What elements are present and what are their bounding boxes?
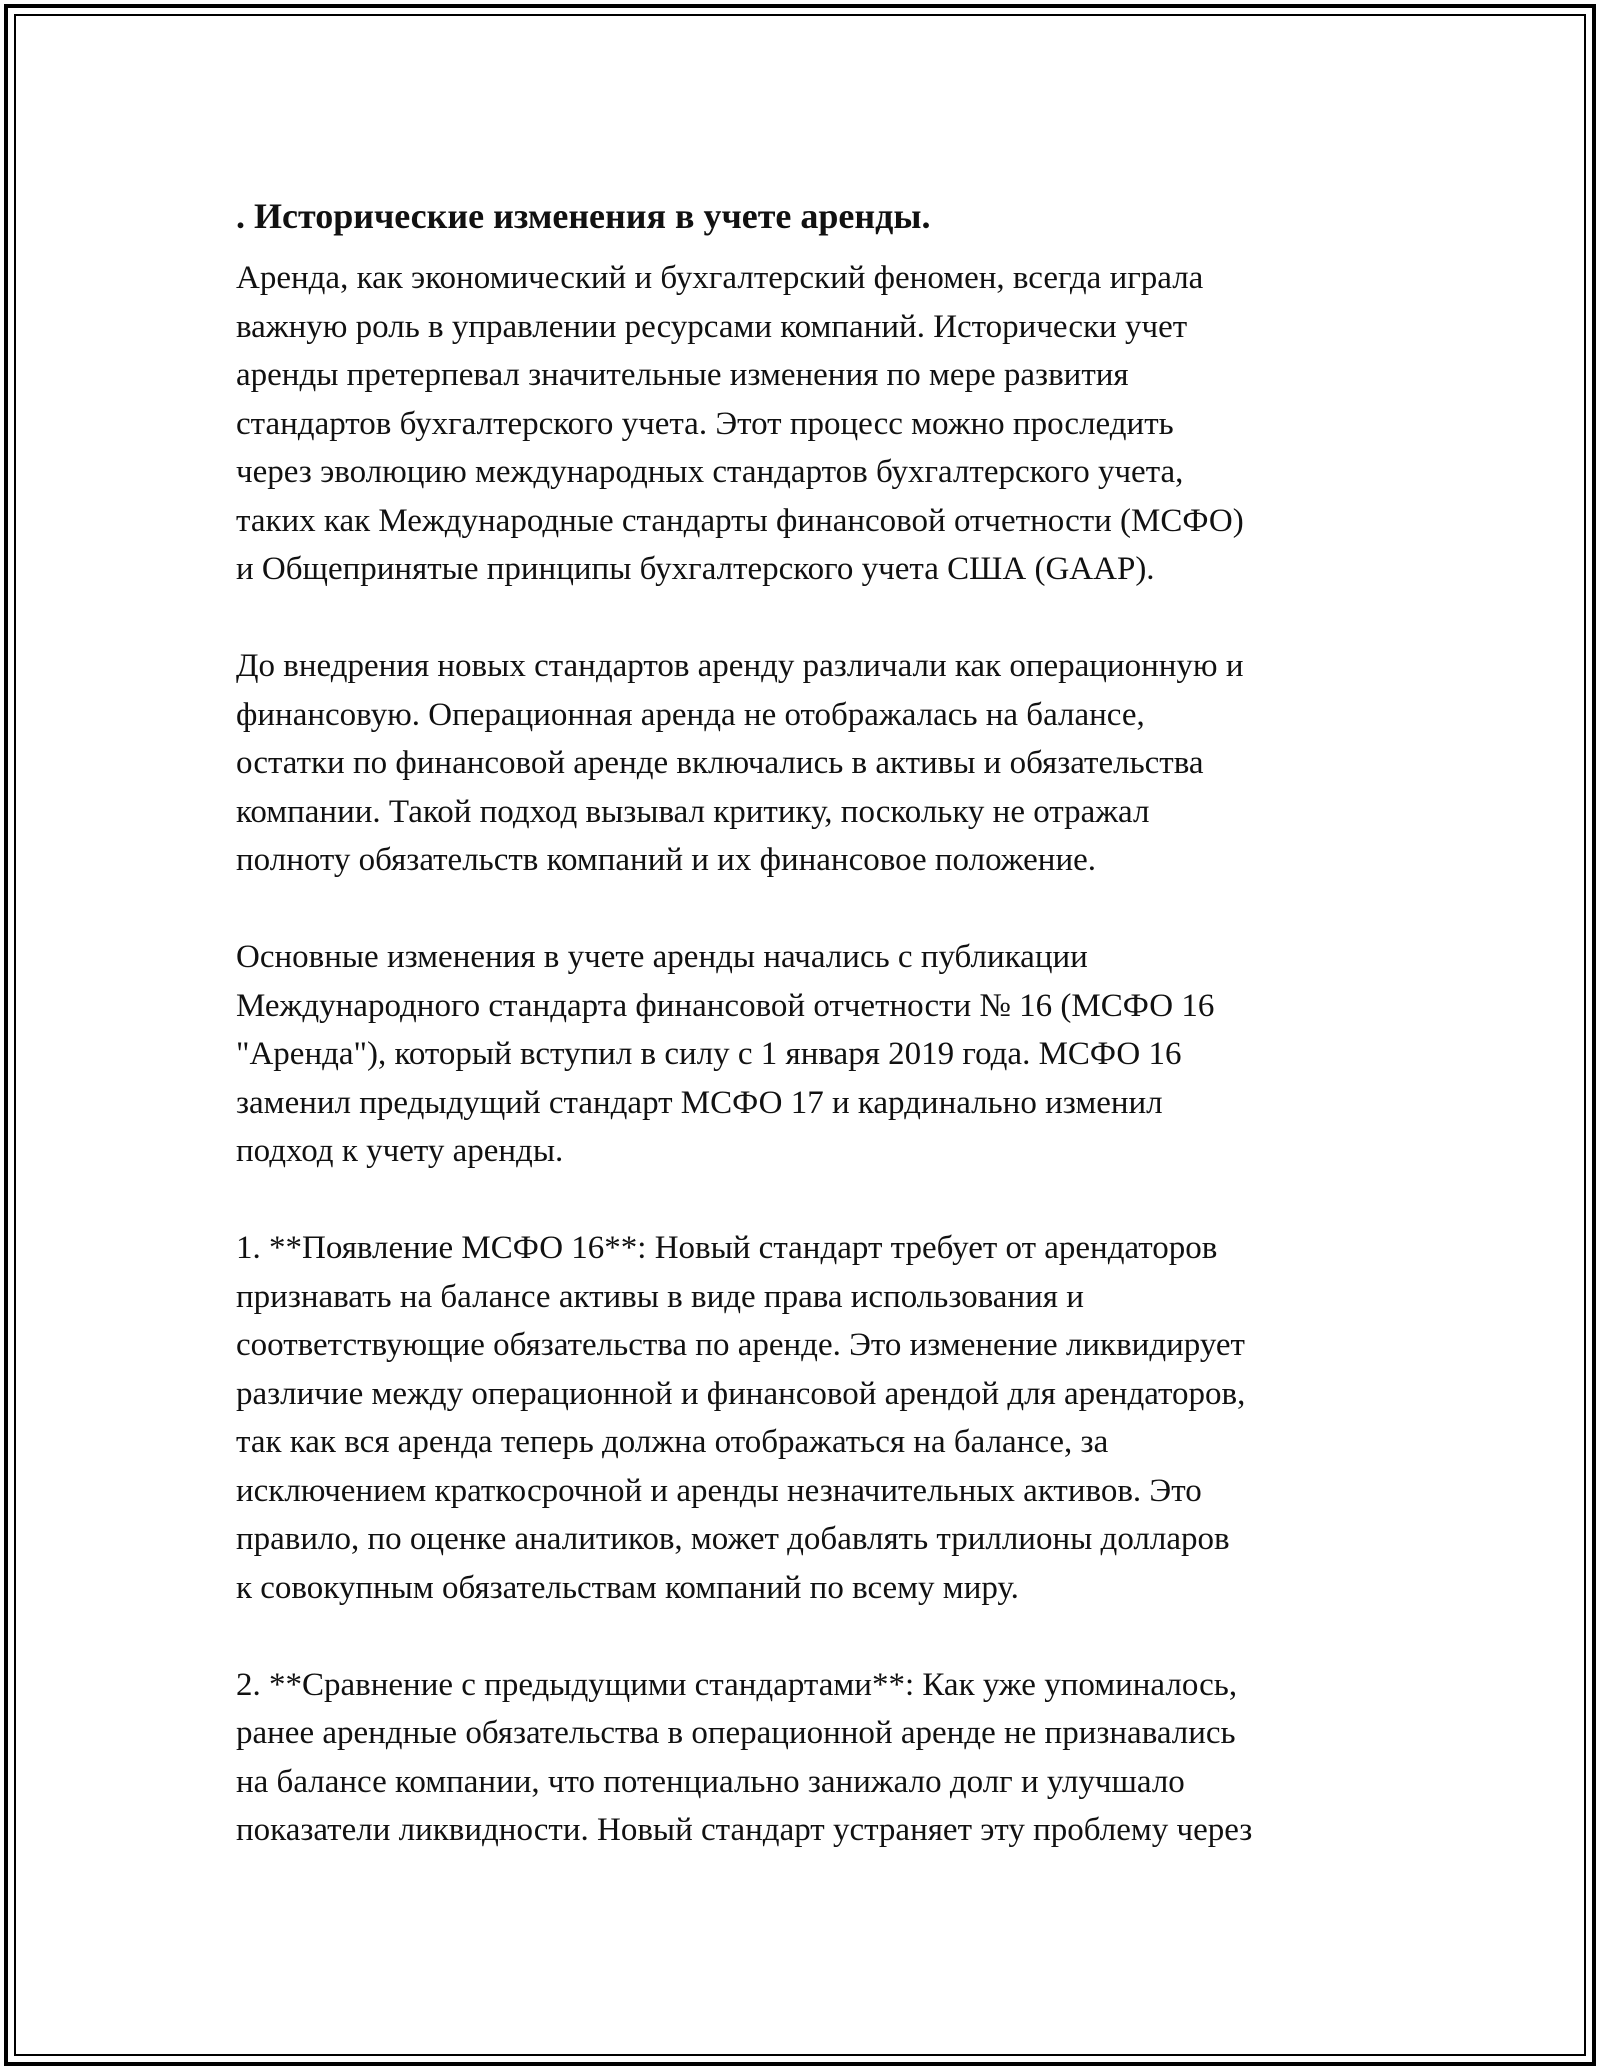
document-title: . Исторические изменения в учете аренды. (236, 196, 931, 236)
text-line: заменил предыдущий стандарт МСФО 17 и кардинально изменил (236, 1084, 1163, 1121)
paragraph-5 (236, 1661, 1376, 1855)
text-line: важную роль в управлении ресурсами компаний. Исторически учет (236, 308, 1188, 345)
text-line: к совокупным обязательствам компаний по всему миру. (236, 1569, 1019, 1606)
paragraph-3 (236, 933, 1376, 1176)
text-line: различие между операционной и финансовой арендой для арендаторов, (236, 1375, 1246, 1412)
paragraph-4 (236, 1224, 1376, 1612)
text-line: признавать на балансе активы в виде права использования и (236, 1278, 1084, 1315)
text-line: стандартов бухгалтерского учета. Этот процесс можно проследить (236, 405, 1174, 442)
text-line: Международного стандарта финансовой отчетности № 16 (МСФО 16 (236, 987, 1215, 1024)
text-line: Основные изменения в учете аренды начались с публикации (236, 939, 1088, 975)
text-line: подход к учету аренды. (236, 1133, 564, 1169)
text-line: исключением краткосрочной и аренды незначительных активов. Это (236, 1472, 1202, 1509)
text-line: ранее арендные обязательства в операционной аренде не признавались (236, 1715, 1236, 1751)
paragraph-1 (236, 254, 1376, 594)
text-line: До внедрения новых стандартов аренду различали как операционную и (236, 648, 1244, 684)
document-body (236, 188, 1376, 1903)
text-line: остатки по финансовой аренде включались в активы и обязательства (236, 745, 1204, 781)
text-line: через эволюцию международных стандартов бухгалтерского учета, (236, 454, 1184, 490)
text-line: компании. Такой подход вызывал критику, поскольку не отражал (236, 793, 1150, 830)
text-line: полноту обязательств компаний и их финансовое положение. (236, 842, 1096, 878)
text-line: соответствующие обязательства по аренде. Это изменение ликвидирует (236, 1327, 1245, 1363)
text-line: аренды претерпевал значительные изменения по мере развития (236, 357, 1129, 393)
text-line: и Общепринятые принципы бухгалтерского учета США (GAAP). (236, 551, 1155, 587)
text-line: 2. **Сравнение с предыдущими стандартами**: Как уже упоминалось, (236, 1666, 1238, 1703)
text-line: на балансе компании, что потенциально занижало долг и улучшало (236, 1763, 1185, 1800)
text-line: "Аренда"), который вступил в силу с 1 января 2019 года. МСФО 16 (236, 1036, 1182, 1072)
text-line: таких как Международные стандарты финансовой отчетности (МСФО) (236, 502, 1244, 539)
text-line: правило, по оценке аналитиков, может добавлять триллионы долларов (236, 1521, 1230, 1557)
text-line: так как вся аренда теперь должна отображаться на балансе, за (236, 1424, 1109, 1460)
text-line: Аренда, как экономический и бухгалтерский феномен, всегда играла (236, 260, 1204, 296)
text-line: 1. **Появление МСФО 16**: Новый стандарт требует от арендаторов (236, 1230, 1218, 1266)
text-line: показатели ликвидности. Новый стандарт устраняет эту проблему через (236, 1812, 1253, 1848)
text-line: финансовую. Операционная аренда не отображалась на балансе, (236, 696, 1145, 733)
paragraph-2 (236, 642, 1376, 885)
